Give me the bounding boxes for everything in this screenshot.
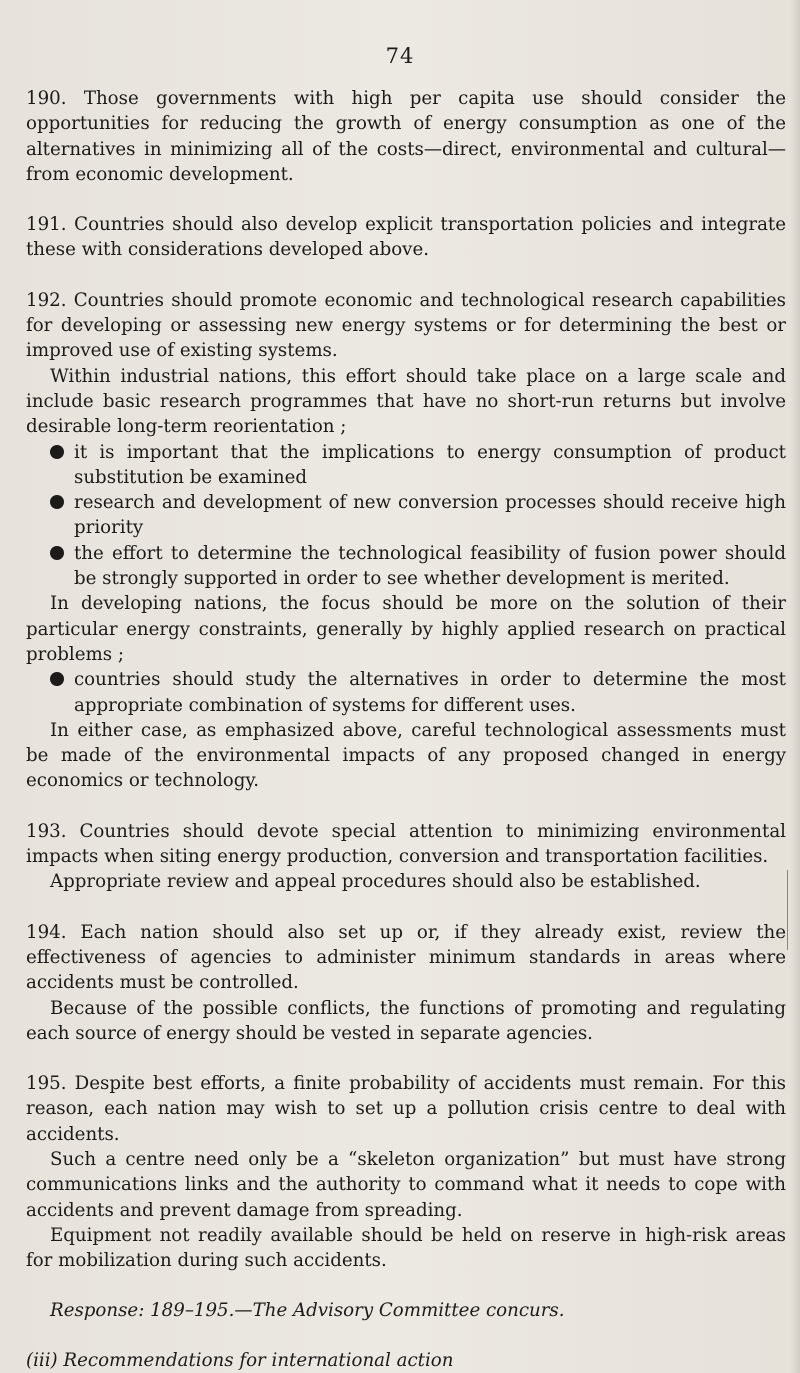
paragraph-194-because: Because of the possible conflicts, the functions of promoting and regulating each source of energy should be vested in separate agencies.: [26, 997, 786, 1044]
scan-edge-mark: [787, 870, 788, 950]
bullet-icon: [50, 672, 64, 686]
paragraph-192-either: In either case, as emphasized above, careful technological assessments must be made of the environmental impacts of any proposed changed in energy economics or technology.: [26, 719, 786, 792]
paragraph-193: 193. Countries should devote special attention to minimizing environmental impacts when siting energy production, conversion and transportation facilities.: [26, 820, 786, 868]
page-number: 74: [385, 44, 415, 68]
document-body: [26, 86, 786, 1373]
bullet-text: countries should study the alternatives in order to determine the most appropriate combination of systems for different uses.: [74, 669, 786, 716]
paragraph-195: 195. Despite best efforts, a finite probability of accidents must remain. For this reason, each nation may wish to set up a pollution crisis centre to deal with accidents.: [26, 1073, 786, 1145]
response-note: Response: 189–195.—The Advisory Committee concurs.: [50, 1300, 565, 1322]
bullet-icon: [50, 495, 64, 509]
bullet-icon: [50, 445, 64, 459]
bullet-text: it is important that the implications to energy consumption of product substitution be examined: [74, 441, 786, 488]
bullet-item: [50, 667, 786, 718]
paragraph-192: 192. Countries should promote economic and technological research capabilities for developing or assessing new energy systems or for determining the best or improved use of existing systems.: [26, 289, 786, 362]
bullet-item: [50, 440, 786, 491]
paragraph-192-developing: In developing nations, the focus should be more on the solution of their particular energy constraints, generally by highly applied research on practical problems ;: [26, 593, 786, 665]
paragraph-195-equipment: Equipment not readily available should be held on reserve in high-risk areas for mobilization during such accidents.: [26, 1224, 786, 1272]
paragraph-191: 191. Countries should also develop explicit transportation policies and integrate these with considerations developed above.: [26, 214, 786, 261]
bullet-icon: [50, 546, 64, 560]
page-edge-shadow: [790, 0, 800, 1373]
bullet-text: research and development of new conversion processes should receive high priority: [74, 492, 786, 539]
paragraph-192-industrial: Within industrial nations, this effort should take place on a large scale and include basic research programmes that have no short-run returns but involve desirable long-term reorientation ;: [26, 365, 786, 438]
section-heading: (iii) Recommendations for international action: [26, 1349, 454, 1371]
paragraph-194: 194. Each nation should also set up or, if they already exist, review the effectiveness of agencies to administer minimum standards in areas where accidents must be controlled.: [26, 921, 786, 994]
paragraph-190: 190. Those governments with high per capita use should consider the opportunities for reducing the growth of energy consumption as one of the alternatives in minimizing all of the costs—direct, environmental and cultural—from economic development.: [26, 88, 786, 185]
bullet-item: [50, 541, 786, 592]
paragraph-195-centre: Such a centre need only be a “skeleton organization” but must have strong communications links and the authority to command what it needs to cope with accidents and prevent damage from spreading.: [26, 1148, 786, 1221]
bullet-item: [50, 490, 786, 541]
paragraph-193-review: Appropriate review and appeal procedures should also be established.: [50, 871, 701, 893]
bullet-text: the effort to determine the technological feasibility of fusion power should be strongly supported in order to see whether development is merited.: [74, 542, 786, 590]
